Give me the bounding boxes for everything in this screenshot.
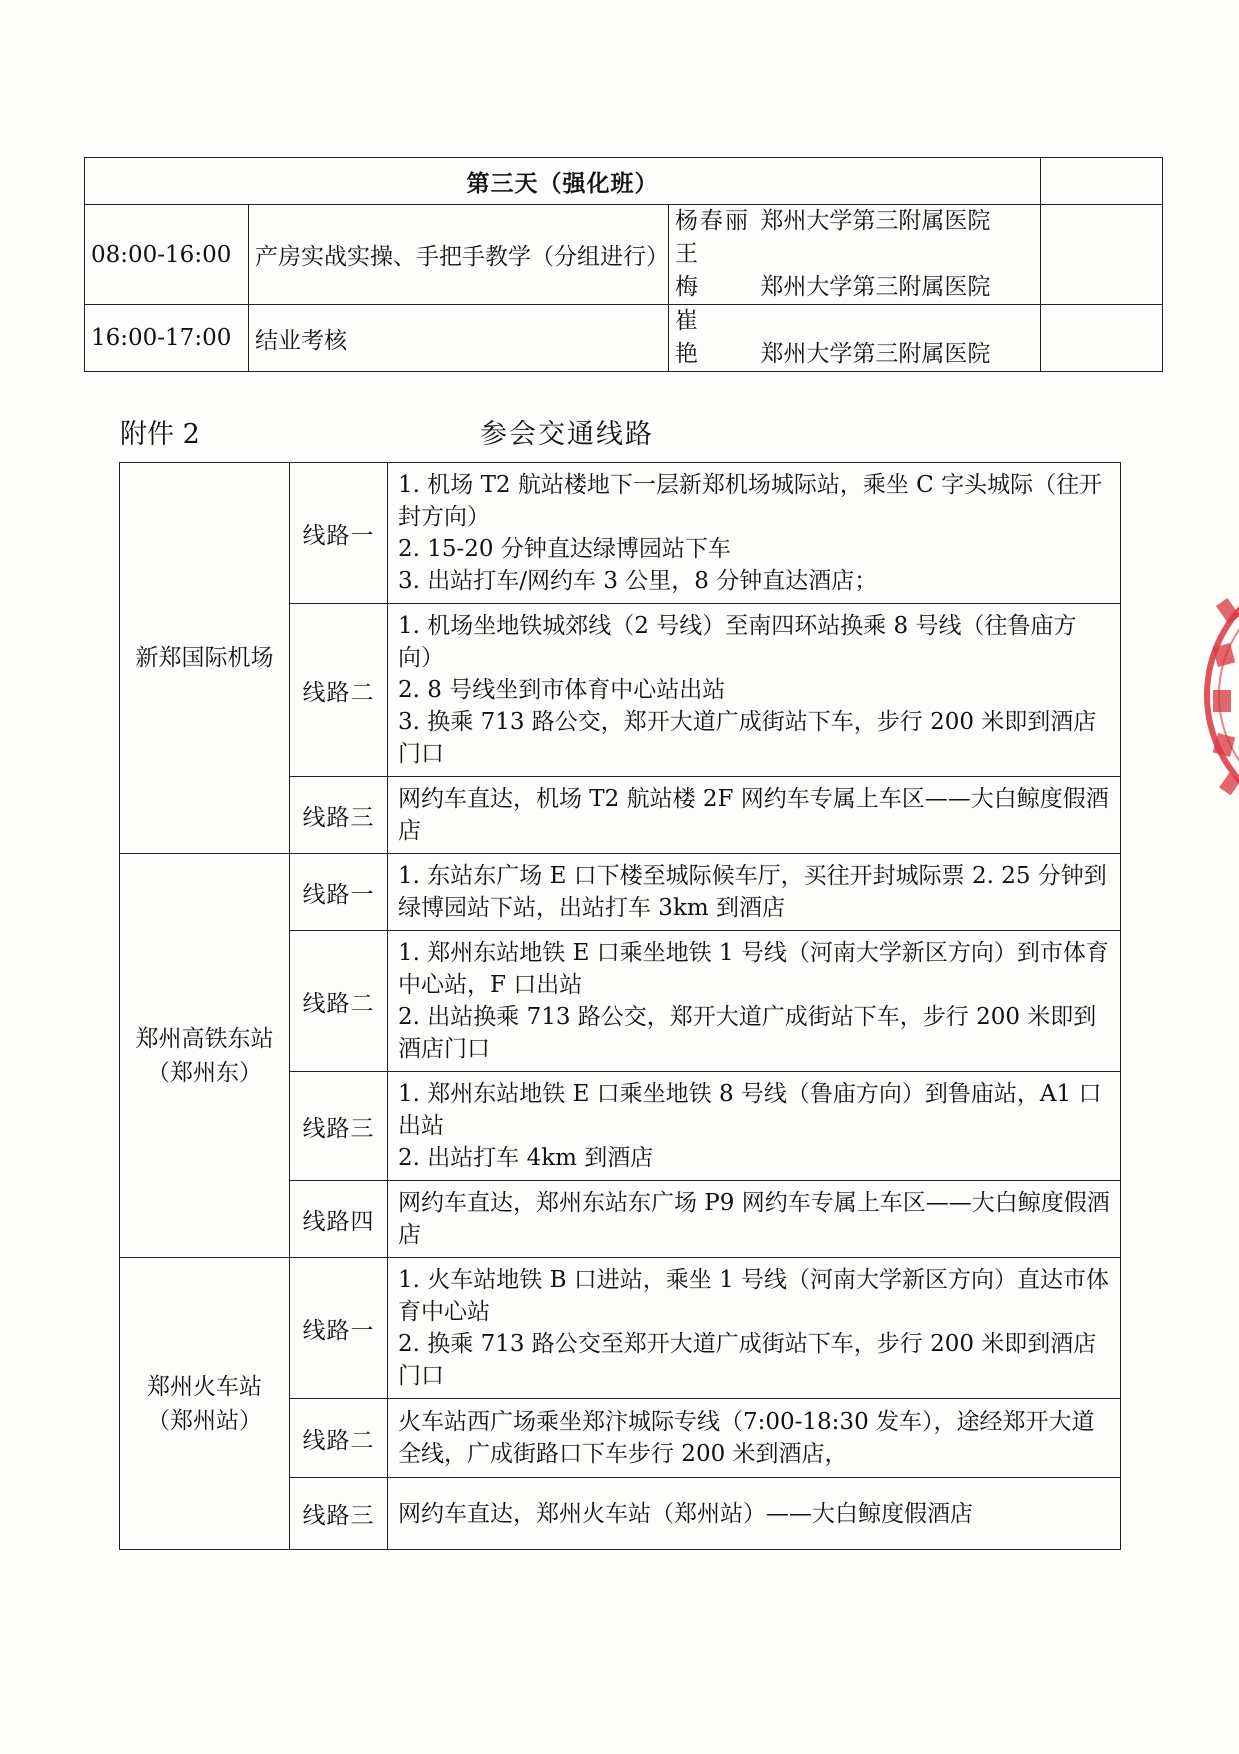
- location-name: [120, 1258, 290, 1550]
- route-step: 1. 郑州东站地铁 E 口乘坐地铁 1 号线（河南大学新区方向）到市体育中心站，F 口出站: [398, 940, 1109, 998]
- location-name: 新郑国际机场: [120, 463, 290, 854]
- empty-cell: [1041, 158, 1163, 205]
- route-name: 线路三: [290, 1072, 388, 1181]
- transport-route-table: [119, 462, 1121, 1550]
- route-description: [388, 1072, 1121, 1181]
- route-step: 网约车直达，郑州火车站（郑州站）——大白鲸度假酒店: [398, 1500, 973, 1527]
- route-name: 线路三: [290, 777, 388, 854]
- session-speakers: [669, 205, 1041, 305]
- session-time: 08:00-16:00: [85, 205, 249, 305]
- session-content: 结业考核: [249, 305, 669, 372]
- location-name-line: （郑州东）: [147, 1059, 262, 1086]
- route-name: 线路二: [290, 1399, 388, 1478]
- speaker-entry: [675, 305, 1034, 371]
- session-time: 16:00-17:00: [85, 305, 249, 372]
- route-description: [388, 604, 1121, 777]
- empty-cell: [1041, 205, 1163, 305]
- route-description: [388, 463, 1121, 604]
- speaker-org: 郑州大学第三附属医院: [760, 208, 991, 234]
- speaker-name: 崔艳: [675, 308, 724, 367]
- location-name: [120, 854, 290, 1258]
- session-content: 产房实战实操、手把手教学（分组进行）: [249, 205, 669, 305]
- route-step: 3. 换乘 713 路公交，郑开大道广成街站下车，步行 200 米即到酒店门口: [398, 709, 1097, 767]
- route-step: 1. 机场 T2 航站楼地下一层新郑机场城际站，乘坐 C 字头城际（往开封方向）: [398, 472, 1103, 530]
- route-description: [388, 1399, 1121, 1478]
- route-step: 1. 郑州东站地铁 E 口乘坐地铁 8 号线（鲁庙方向）到鲁庙站，A1 口出站: [398, 1081, 1102, 1139]
- speaker-entry: [675, 205, 1034, 238]
- route-step: 2. 15-20 分钟直达绿博园站下车: [398, 536, 731, 562]
- seal-icon: [1185, 560, 1239, 830]
- speaker-name: 杨春丽: [675, 208, 750, 234]
- location-name-line: 郑州高铁东站: [135, 1025, 274, 1052]
- route-description: [388, 1478, 1121, 1550]
- route-row: [120, 1258, 1121, 1399]
- attachment-title: 参会交通线路: [480, 419, 654, 450]
- route-name: 线路四: [290, 1181, 388, 1258]
- route-step: 1. 东站东广场 E 口下楼至城际候车厅，买往开封城际票 2. 25 分钟到绿博园站下站，出站打车 3km 到酒店: [398, 863, 1107, 921]
- route-step: 火车站西广场乘坐郑汴城际专线（7:00-18:30 发车），途经郑开大道全线，广成街路口下车步行 200 米到酒店，: [398, 1409, 1095, 1467]
- day-title: 第三天（强化班）: [85, 158, 1041, 205]
- route-name: 线路一: [290, 854, 388, 931]
- route-step: 1. 机场坐地铁城郊线（2 号线）至南四环站换乘 8 号线（往鲁庙方向）: [398, 613, 1077, 671]
- route-name: 线路二: [290, 931, 388, 1072]
- speaker-entry: [675, 238, 1034, 304]
- route-step: 2. 8 号线坐到市体育中心站出站: [398, 677, 726, 703]
- speaker-org: 郑州大学第三附属医院: [760, 274, 991, 300]
- route-step: 2. 出站换乘 713 路公交，郑开大道广成街站下车，步行 200 米即到酒店门口: [398, 1004, 1097, 1062]
- speaker-name: 王梅: [675, 241, 724, 300]
- route-name: 线路二: [290, 604, 388, 777]
- route-step: 1. 火车站地铁 B 口进站，乘坐 1 号线（河南大学新区方向）直达市体育中心站: [398, 1267, 1110, 1325]
- route-name: 线路一: [290, 1258, 388, 1399]
- attachment-label: 附件 2: [120, 419, 200, 450]
- schedule-table: [84, 157, 1163, 372]
- location-name-line: （郑州站）: [147, 1407, 262, 1434]
- route-description: [388, 1181, 1121, 1258]
- route-step: 网约车直达，郑州东站东广场 P9 网约车专属上车区——大白鲸度假酒店: [398, 1190, 1110, 1248]
- empty-cell: [1041, 305, 1163, 372]
- route-row: [120, 463, 1121, 604]
- route-description: [388, 854, 1121, 931]
- route-name: 线路一: [290, 463, 388, 604]
- route-name: 线路三: [290, 1478, 388, 1550]
- location-name-line: 郑州火车站: [147, 1373, 262, 1400]
- route-table-body: [120, 463, 1121, 1550]
- route-step: 3. 出站打车/网约车 3 公里，8 分钟直达酒店；: [398, 568, 878, 594]
- route-description: [388, 1258, 1121, 1399]
- speaker-org: 郑州大学第三附属医院: [760, 341, 991, 367]
- route-step: 网约车直达，机场 T2 航站楼 2F 网约车专属上车区——大白鲸度假酒店: [398, 786, 1109, 844]
- route-step: 2. 换乘 713 路公交至郑开大道广成街站下车，步行 200 米即到酒店门口: [398, 1331, 1097, 1389]
- route-description: [388, 777, 1121, 854]
- red-seal-stamp: [1185, 560, 1239, 830]
- route-row: [120, 854, 1121, 931]
- session-speakers: [669, 305, 1041, 372]
- route-step: 2. 出站打车 4km 到酒店: [398, 1145, 654, 1171]
- route-description: [388, 931, 1121, 1072]
